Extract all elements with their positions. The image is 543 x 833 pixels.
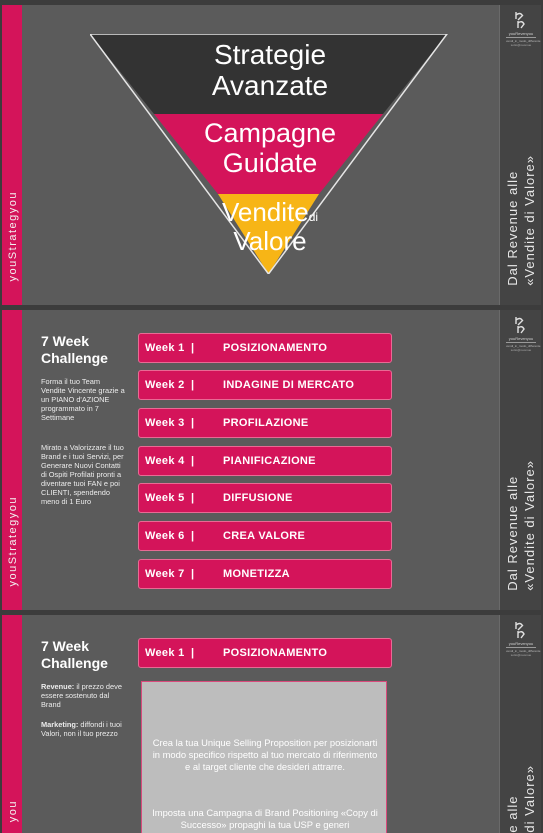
slide-funnel[interactable] <box>2 5 541 305</box>
week-item-1[interactable]: Week 1 | POSIZIONAMENTO <box>138 638 392 668</box>
funnel-mid-line2: Guidate <box>222 148 318 179</box>
brand-vertical-label: youStrategyou <box>7 496 19 587</box>
right-panel <box>499 310 541 610</box>
side-title <box>504 765 538 833</box>
week-name: CREA VALORE <box>223 530 306 542</box>
brand-logo-icon <box>513 11 527 29</box>
brand-vertical-label: youStrategyou <box>7 191 19 282</box>
challenge-title-line2: Challenge <box>41 350 108 366</box>
side-title <box>504 460 538 591</box>
week-number: Week 2 <box>145 379 185 391</box>
challenge-title-line2: Challenge <box>41 655 108 671</box>
week-name: PROFILAZIONE <box>223 417 309 429</box>
week-name: POSIZIONAMENTO <box>223 342 328 354</box>
week-item-7[interactable]: Week 7 | MONETIZZA <box>138 559 392 589</box>
challenge-title-line1: 7 Week <box>41 333 89 349</box>
side-title-line2: «Vendite di Valore» <box>522 155 537 286</box>
brand-logo-icon <box>513 316 527 334</box>
week-name: PIANIFICAZIONE <box>223 455 316 467</box>
brand-logo-subtitle-2: sotto@revenue <box>510 43 532 47</box>
right-panel <box>499 5 541 305</box>
challenge-description: Forma il tuo Team Vendite Vincente grazie a un PIANO d'AZIONE programmato in 7 Settimane <box>41 377 125 422</box>
week-item-3[interactable]: Week 3 | PROFILAZIONE <box>138 408 392 438</box>
brand-logo-subtitle: vendi_in_modo_differente <box>506 344 541 348</box>
week-item-1[interactable]: Week 1 | POSIZIONAMENTO <box>138 333 392 363</box>
funnel-bottom-small: di <box>308 210 319 224</box>
funnel-middle-text <box>170 118 370 178</box>
week-number: Week 7 <box>145 568 185 580</box>
slide-challenge[interactable] <box>2 310 541 610</box>
side-title-line2: «Vendite di Valore» <box>522 460 537 591</box>
week-number: Week 1 <box>145 342 185 354</box>
marketing-note <box>41 720 126 738</box>
week-number: Week 5 <box>145 492 185 504</box>
week-number: Week 4 <box>145 455 185 467</box>
brand-logo-subtitle-2: sotto@revenue <box>510 653 532 657</box>
week-item-4[interactable]: Week 4 | PIANIFICAZIONE <box>138 446 392 476</box>
challenge-title <box>41 638 108 672</box>
week-item-2[interactable]: Week 2 | INDAGINE DI MERCATO <box>138 370 392 400</box>
week-number: Week 1 <box>145 647 185 659</box>
funnel-bottom-text <box>170 198 370 256</box>
brand-logo-subtitle-2: sotto@revenue <box>510 348 532 352</box>
side-title <box>504 155 538 286</box>
right-panel <box>499 615 541 833</box>
revenue-label: Revenue: <box>41 682 75 691</box>
week-name: MONETIZZA <box>223 568 290 580</box>
week-name: DIFFUSIONE <box>223 492 293 504</box>
funnel-top-text <box>170 39 370 102</box>
marketing-text: diffondi i tuoi Valori, non il tuo prezzo <box>41 720 122 738</box>
week-name: INDAGINE DI MERCATO <box>223 379 355 391</box>
info-text-1: Crea la tua Unique Selling Proposition per posizionarti in modo specifico rispetto al tuo mercato di riferimento e al target cliente che desideri attrarre. <box>152 737 378 772</box>
marketing-label: Marketing: <box>41 720 79 729</box>
funnel-mid-line1: Campagne <box>203 118 337 148</box>
challenge-description-2: Mirato a Valorizzare il tuo Brand e i tuoi Servizi, per Generare Nuovi Contatti di Ospiti Profilati pronti a diventare tuoi FAN e poi CLIENTI, spendendo meno di 1 Euro <box>41 443 124 506</box>
funnel-top-line2: Avanzate <box>211 70 329 102</box>
side-title-line2: di Valore» <box>522 765 537 833</box>
side-title-line1: Dal Revenue alle <box>505 475 520 591</box>
challenge-title-line1: 7 Week <box>41 638 89 654</box>
side-title-line1: Dal Revenue alle <box>505 170 520 286</box>
week-name: POSIZIONAMENTO <box>223 647 328 659</box>
week-item-6[interactable]: Week 6 | CREA VALORE <box>138 521 392 551</box>
brand-logo-text: youRevenyou <box>508 336 534 341</box>
brand-logo-subtitle: vendi_in_modo_differente <box>506 39 541 43</box>
week-info-box <box>141 681 387 833</box>
funnel-bottom-line2: Valore <box>233 226 307 257</box>
revenue-note <box>41 682 126 709</box>
funnel-bottom-word: Vendite <box>221 197 309 227</box>
side-title-line1: e alle <box>505 795 520 833</box>
week-number: Week 6 <box>145 530 185 542</box>
funnel-top-line1: Strategie <box>213 39 327 70</box>
brand-logo-subtitle: vendi_in_modo_differente <box>506 649 541 653</box>
brand-logo-text: youRevenyou <box>508 641 534 646</box>
slide-week1-detail[interactable] <box>2 615 541 833</box>
brand-vertical-label: you <box>7 800 19 823</box>
brand-logo-text: youRevenyou <box>508 31 534 36</box>
challenge-title <box>41 333 108 367</box>
info-text-2: Imposta una Campagna di Brand Positioning «Copy di Successo» propaghi la tua USP e generi <box>152 807 378 830</box>
week-number: Week 3 <box>145 417 185 429</box>
brand-logo-icon <box>513 621 527 639</box>
week-item-5[interactable]: Week 5 | DIFFUSIONE <box>138 483 392 513</box>
revenue-text: il prezzo deve essere sostenuto dal Brand <box>41 682 122 709</box>
